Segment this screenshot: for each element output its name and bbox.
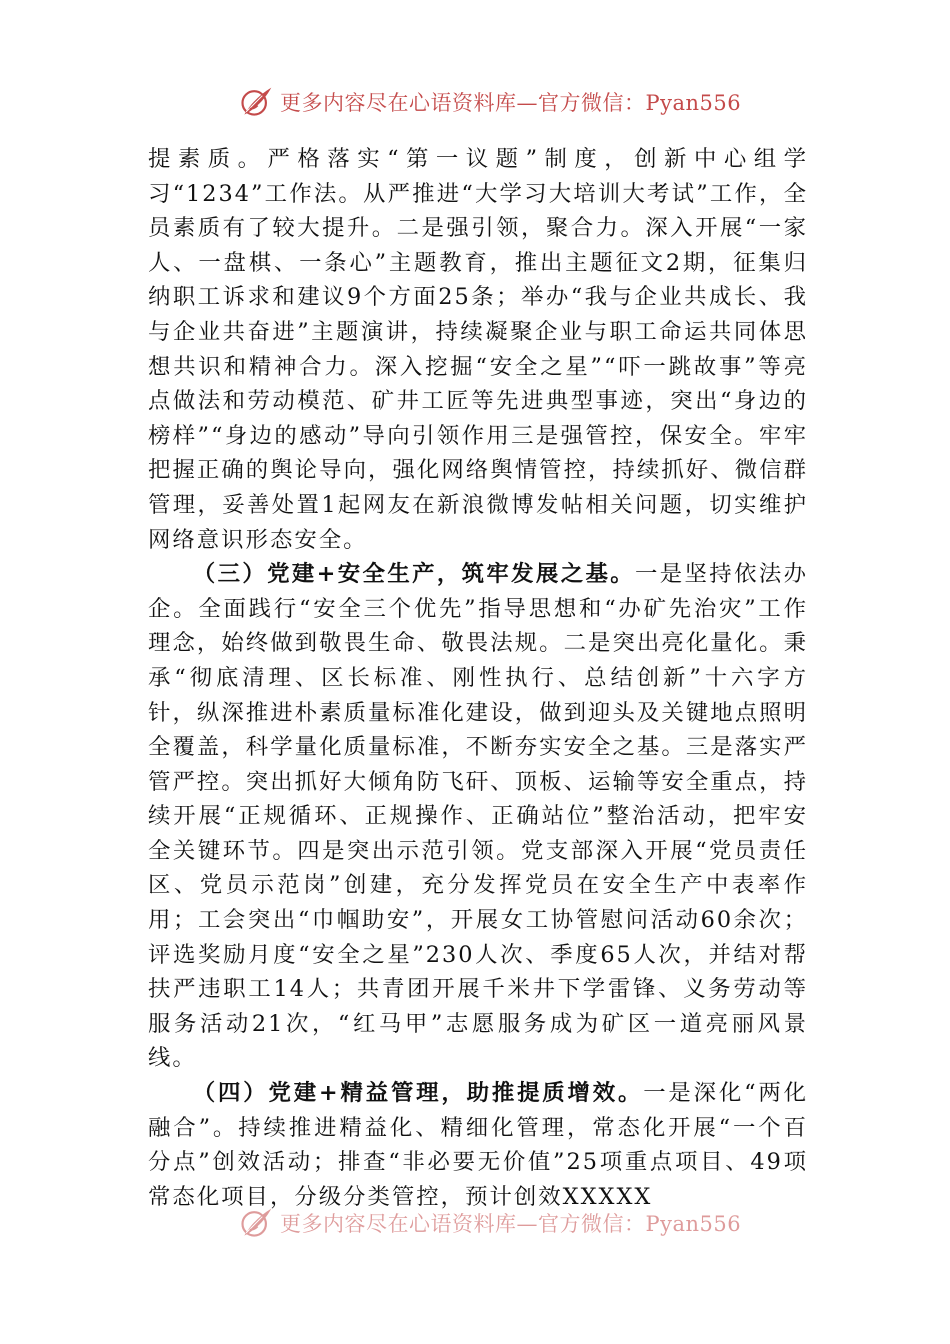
document-body (148, 142, 808, 1214)
paragraph-text: 一是深化“两化融合”。持续推进精益化、精细化管理，常态化开展“一个百分点”创效活动；排查“非必要无价值”25项重点项目、49项常态化项目，分级分类管控，预计创效XXXXX (148, 1080, 808, 1210)
paragraph-heading: （三）党建+安全生产，筑牢发展之基。 (192, 561, 635, 588)
watermark-text: 更多内容尽在心语资料库—官方微信：Pyan556 (280, 91, 742, 115)
paragraph-1 (148, 142, 808, 557)
paragraph-3 (148, 1076, 808, 1214)
header-watermark (238, 82, 741, 122)
quill-pen-logo-icon (238, 84, 274, 120)
paragraph-text: 提素质。严格落实“第一议题”制度，创新中心组学习“1234”工作法。从严推进“大学习大培训大考试”工作，全员素质有了较大提升。二是强引领，聚合力。深入开展“一家人、一盘棋、一条心”主题教育，推出主题征文2期，征集归纳职工诉求和建议9个方面25条；举办“我与企业共成长、我与企业共奋进”主题演讲，持续凝聚企业与职工命运共同体思想共识和精神合力。深入挖掘“安全之星”“吓一跳故事”等亮点做法和劳动模范、矿井工匠等先进典型事迹，突出“身边的榜样”“身边的感动”导向引领作用三是强管控，保安全。牢牢把握正确的舆论导向，强化网络舆情管控，持续抓好、微信群管理，妥善处置1起网友在新浪微博发帖相关问题，切实维护网络意识形态安全。 (148, 146, 808, 553)
paragraph-text: 一是坚持依法办企。全面践行“安全三个优先”指导思想和“办矿先治灾”工作理念，始终做到敬畏生命、敬畏法规。二是突出亮化量化。秉承“彻底清理、区长标准、刚性执行、总结创新”十六字方针，纵深推进朴素质量标准化建设，做到迎头及关键地点照明全覆盖，科学量化质量标准，不断夯实安全之基。三是落实严管严控。突出抓好大倾角防飞矸、顶板、运输等安全重点，持续开展“正规循环、正规操作、正确站位”整治活动，把牢安全关键环节。四是突出示范引领。党支部深入开展“党员责任区、党员示范岗”创建，充分发挥党员在安全生产中表率作用；工会突出“巾帼助安”，开展女工协管慰问活动60余次；评选奖励月度“安全之星”230人次、季度65人次，并结对帮扶严违职工14人；共青团开展千米井下学雷锋、义务劳动等服务活动21次，“红马甲”志愿服务成为矿区一道亮丽风景线。 (148, 561, 809, 1072)
paragraph-heading: （四）党建+精益管理，助推提质增效。 (192, 1080, 644, 1107)
paragraph-2 (148, 557, 808, 1076)
quill-pen-logo-icon (238, 1205, 274, 1241)
footer-watermark (238, 1203, 741, 1243)
watermark-text: 更多内容尽在心语资料库—官方微信：Pyan556 (280, 1212, 742, 1236)
